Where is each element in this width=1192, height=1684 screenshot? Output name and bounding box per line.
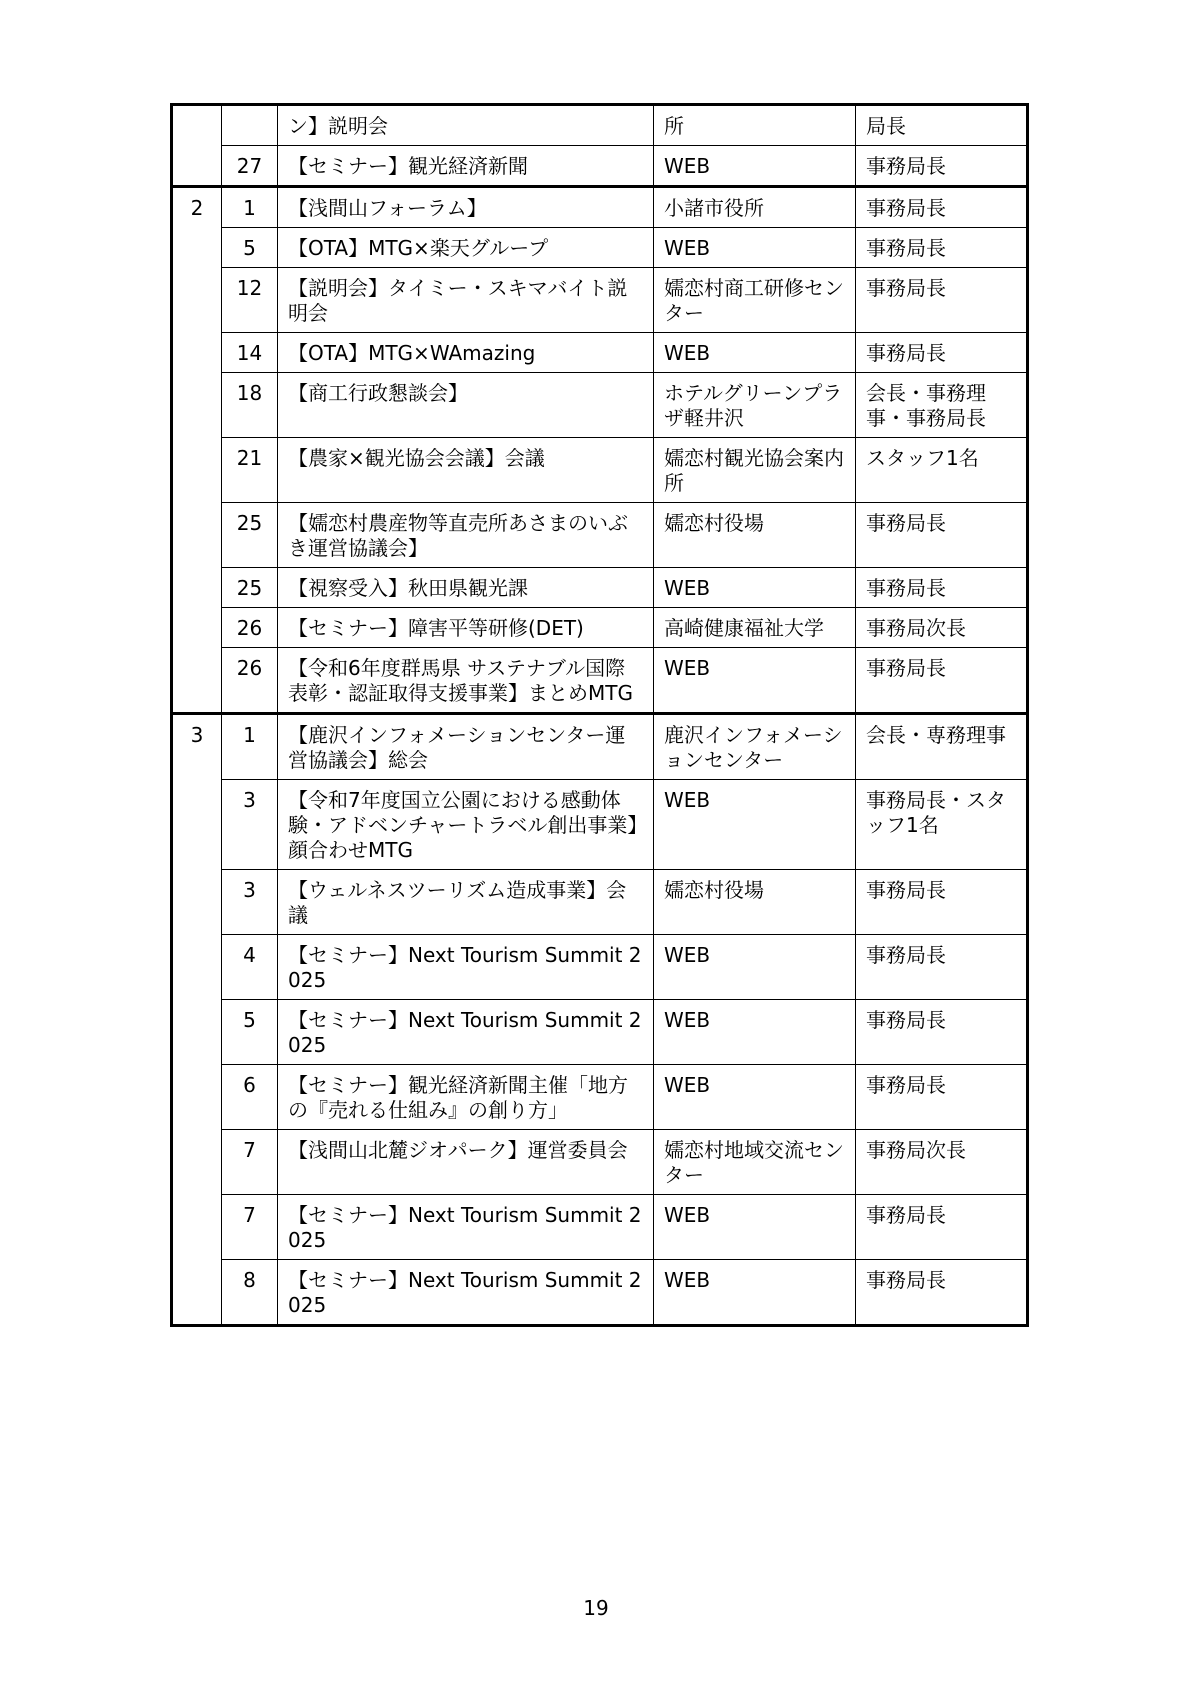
table-row [172, 333, 1028, 373]
attendee-cell: 事務局長 [856, 146, 1028, 187]
attendee-cell: 事務局長 [856, 503, 1028, 568]
place-cell: WEB [654, 935, 856, 1000]
month-cell: 2 [172, 187, 222, 228]
table-row [172, 780, 1028, 870]
schedule-table-body [172, 105, 1028, 1326]
place-cell: WEB [654, 1260, 856, 1326]
content-cell: 【セミナー】観光経済新聞主催「地方の『売れる仕組み』の創り方」 [278, 1065, 654, 1130]
content-cell: 【商工行政懇談会】 [278, 373, 654, 438]
month-cell [172, 333, 222, 373]
day-cell: 1 [222, 714, 278, 780]
attendee-cell: 事務局長 [856, 1000, 1028, 1065]
table-row [172, 503, 1028, 568]
place-cell: 高崎健康福祉大学 [654, 608, 856, 648]
place-cell: WEB [654, 1000, 856, 1065]
table-row [172, 1195, 1028, 1260]
day-cell: 5 [222, 1000, 278, 1065]
month-cell [172, 228, 222, 268]
table-row [172, 1260, 1028, 1326]
table-row [172, 1130, 1028, 1195]
day-cell: 5 [222, 228, 278, 268]
table-row [172, 438, 1028, 503]
day-cell [222, 105, 278, 146]
content-cell: 【OTA】MTG×WAmazing [278, 333, 654, 373]
attendee-cell: 事務局長 [856, 268, 1028, 333]
content-cell: 【令和7年度国立公園における感動体験・アドベンチャートラベル創出事業】顔合わせMTG [278, 780, 654, 870]
day-cell: 27 [222, 146, 278, 187]
month-cell [172, 870, 222, 935]
month-cell: 3 [172, 714, 222, 780]
table-row [172, 935, 1028, 1000]
day-cell: 3 [222, 780, 278, 870]
table-row [172, 1065, 1028, 1130]
attendee-cell: 会長・専務理事 [856, 714, 1028, 780]
attendee-cell: 会長・事務理事・事務局長 [856, 373, 1028, 438]
attendee-cell: 事務局長 [856, 935, 1028, 1000]
month-cell [172, 780, 222, 870]
day-cell: 21 [222, 438, 278, 503]
day-cell: 7 [222, 1195, 278, 1260]
month-cell [172, 608, 222, 648]
month-cell [172, 1000, 222, 1065]
content-cell: 【令和6年度群馬県 サステナブル国際表彰・認証取得支援事業】まとめMTG [278, 648, 654, 714]
place-cell: 所 [654, 105, 856, 146]
content-cell: 【セミナー】Next Tourism Summit 2025 [278, 1000, 654, 1065]
page-number: 19 [583, 1596, 609, 1620]
attendee-cell: 事務局長 [856, 187, 1028, 228]
table-row [172, 268, 1028, 333]
place-cell: WEB [654, 1195, 856, 1260]
table-row [172, 146, 1028, 187]
table-row [172, 608, 1028, 648]
content-cell: 【説明会】タイミー・スキマバイト説明会 [278, 268, 654, 333]
day-cell: 12 [222, 268, 278, 333]
content-cell: 【浅間山フォーラム】 [278, 187, 654, 228]
attendee-cell: 事務局長 [856, 870, 1028, 935]
place-cell: 小諸市役所 [654, 187, 856, 228]
month-cell [172, 568, 222, 608]
place-cell: ホテルグリーンプラザ軽井沢 [654, 373, 856, 438]
attendee-cell: 事務局長 [856, 1260, 1028, 1326]
table-row [172, 568, 1028, 608]
place-cell: 嬬恋村地域交流センター [654, 1130, 856, 1195]
table-row [172, 648, 1028, 714]
place-cell: WEB [654, 333, 856, 373]
schedule-table [170, 103, 1029, 1327]
day-cell: 7 [222, 1130, 278, 1195]
month-cell [172, 935, 222, 1000]
day-cell: 1 [222, 187, 278, 228]
place-cell: 鹿沢インフォメーションセンター [654, 714, 856, 780]
content-cell: 【鹿沢インフォメーションセンター運営協議会】総会 [278, 714, 654, 780]
content-cell: 【セミナー】Next Tourism Summit 2025 [278, 1260, 654, 1326]
content-cell: 【嬬恋村農産物等直売所あさまのいぶき運営協議会】 [278, 503, 654, 568]
place-cell: 嬬恋村商工研修センター [654, 268, 856, 333]
attendee-cell: 事務局長 [856, 1195, 1028, 1260]
attendee-cell: 事務局長 [856, 228, 1028, 268]
attendee-cell: 事務局次長 [856, 1130, 1028, 1195]
table-row [172, 228, 1028, 268]
table-row [172, 373, 1028, 438]
month-cell [172, 1130, 222, 1195]
table-row [172, 870, 1028, 935]
day-cell: 14 [222, 333, 278, 373]
table-row [172, 105, 1028, 146]
month-cell [172, 648, 222, 714]
content-cell: 【視察受入】秋田県観光課 [278, 568, 654, 608]
table-row [172, 187, 1028, 228]
month-cell [172, 1260, 222, 1326]
content-cell: 【農家×観光協会会議】会議 [278, 438, 654, 503]
content-cell: 【セミナー】観光経済新聞 [278, 146, 654, 187]
attendee-cell: 局長 [856, 105, 1028, 146]
month-cell [172, 105, 222, 146]
month-cell [172, 503, 222, 568]
place-cell: 嬬恋村役場 [654, 503, 856, 568]
place-cell: WEB [654, 648, 856, 714]
month-cell [172, 268, 222, 333]
place-cell: WEB [654, 568, 856, 608]
attendee-cell: 事務局次長 [856, 608, 1028, 648]
place-cell: WEB [654, 146, 856, 187]
table-row [172, 1000, 1028, 1065]
content-cell: 【OTA】MTG×楽天グループ [278, 228, 654, 268]
attendee-cell: 事務局長 [856, 333, 1028, 373]
place-cell: WEB [654, 228, 856, 268]
month-cell [172, 1195, 222, 1260]
content-cell: ン】説明会 [278, 105, 654, 146]
day-cell: 26 [222, 608, 278, 648]
day-cell: 25 [222, 503, 278, 568]
day-cell: 26 [222, 648, 278, 714]
attendee-cell: 事務局長 [856, 568, 1028, 608]
day-cell: 6 [222, 1065, 278, 1130]
table-row [172, 714, 1028, 780]
day-cell: 3 [222, 870, 278, 935]
day-cell: 8 [222, 1260, 278, 1326]
attendee-cell: 事務局長 [856, 1065, 1028, 1130]
day-cell: 25 [222, 568, 278, 608]
content-cell: 【セミナー】Next Tourism Summit 2025 [278, 1195, 654, 1260]
attendee-cell: スタッフ1名 [856, 438, 1028, 503]
day-cell: 18 [222, 373, 278, 438]
attendee-cell: 事務局長・スタッフ1名 [856, 780, 1028, 870]
month-cell [172, 373, 222, 438]
content-cell: 【浅間山北麓ジオパーク】運営委員会 [278, 1130, 654, 1195]
day-cell: 4 [222, 935, 278, 1000]
content-cell: 【セミナー】Next Tourism Summit 2025 [278, 935, 654, 1000]
place-cell: WEB [654, 1065, 856, 1130]
place-cell: WEB [654, 780, 856, 870]
attendee-cell: 事務局長 [856, 648, 1028, 714]
place-cell: 嬬恋村観光協会案内所 [654, 438, 856, 503]
content-cell: 【ウェルネスツーリズム造成事業】会議 [278, 870, 654, 935]
content-cell: 【セミナー】障害平等研修(DET) [278, 608, 654, 648]
month-cell [172, 1065, 222, 1130]
month-cell [172, 438, 222, 503]
month-cell [172, 146, 222, 187]
place-cell: 嬬恋村役場 [654, 870, 856, 935]
